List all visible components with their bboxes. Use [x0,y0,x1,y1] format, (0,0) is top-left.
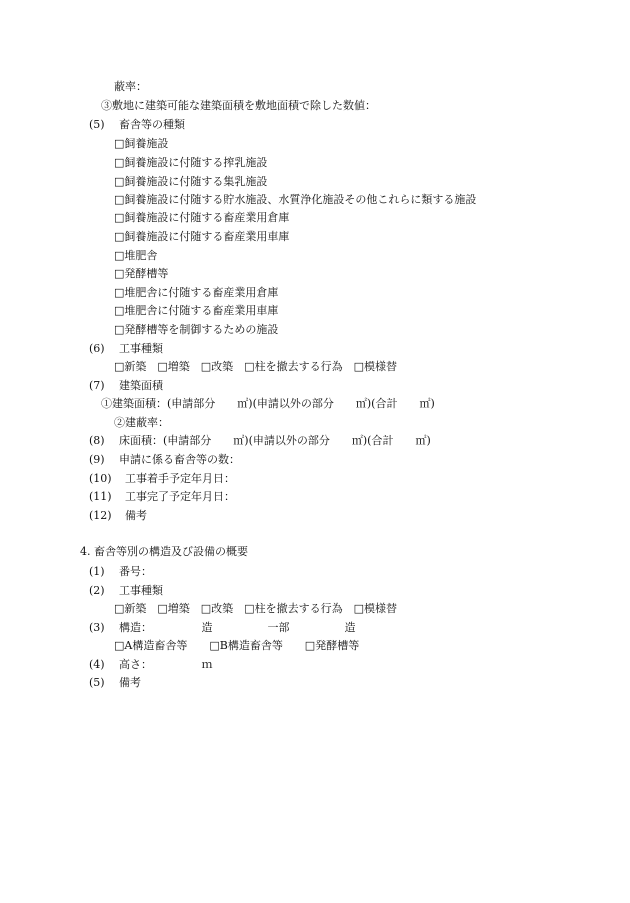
item-title: 畜舎等の種類 [119,118,185,131]
section-7-heading [89,378,163,394]
checkbox-option[interactable]: □堆肥舎に付随する畜産業用倉庫 [114,286,279,299]
item-text: 備考 [125,509,147,522]
item-text: 申請に係る畜舎等の数： [119,453,240,466]
item-number: (5) [89,676,105,689]
checkbox-option[interactable]: □飼養施設に付随する搾乳施設 [114,156,268,169]
construction-type-options[interactable]: □新築 □増築 □改築 □柱を撤去する行為 □模様替 [114,360,397,373]
section-11-end-date [89,489,235,505]
item-title: 工事種類 [119,342,163,355]
construction-type-options[interactable]: □新築 □増築 □改築 □柱を撤去する行為 □模様替 [114,602,397,615]
item-number: (8) [89,434,105,447]
checkbox-option[interactable]: □発酵槽等を制御するための施設 [114,323,279,336]
item-text: 工事着手予定年月日： [125,472,235,485]
checkbox-option[interactable]: □飼養施設 [114,137,169,150]
item-number: (4) [89,658,105,671]
checkbox-option[interactable]: □堆肥舎に付随する畜産業用車庫 [114,304,279,317]
sub-3-structure [89,620,356,636]
item-text: 番号： [119,565,152,578]
item-number: (12) [89,509,112,522]
sub-1-number [89,564,152,580]
structure-type-options[interactable]: □A構造畜舎等 □B構造畜舎等 □発酵槽等 [114,639,360,652]
item-text: 工事完了予定年月日： [125,490,235,503]
checkbox-option[interactable]: □堆肥舎 [114,249,158,262]
building-area-line: ①建築面積：(申請部分 ㎡)(申請以外の部分 ㎡)(合計 ㎡) [101,397,435,410]
item-text: 床面積：(申請部分 ㎡)(申請以外の部分 ㎡)(合計 ㎡) [119,434,431,447]
checkbox-option[interactable]: □飼養施設に付随する集乳施設 [114,175,268,188]
item-number: (7) [89,379,105,392]
item-number: (10) [89,472,112,485]
section-6-heading [89,341,163,357]
section-12-remarks [89,508,147,524]
checkbox-option[interactable]: □飼養施設に付随する貯水施設、水質浄化施設その他これらに類する施設 [114,193,477,206]
coverage-ratio-label: 蔽率： [114,80,147,93]
heading-4: 4. 畜舎等別の構造及び設備の概要 [80,545,248,558]
item-number: (9) [89,453,105,466]
item-text: 高さ： ｍ [119,658,213,671]
section-10-start-date [89,471,235,487]
item-number: (5) [89,118,105,131]
coverage-ratio-line: ②建蔽率： [114,416,169,429]
item-title: 工事種類 [119,584,163,597]
checkbox-option[interactable]: □飼養施設に付随する畜産業用倉庫 [114,211,290,224]
item-number: (6) [89,342,105,355]
section-9-count [89,452,240,468]
checkbox-option[interactable]: □飼養施設に付随する畜産業用車庫 [114,230,290,243]
sub-5-remarks [89,675,141,691]
item-number: (11) [89,490,112,503]
coverage-calc-line: ③敷地に建築可能な建築面積を敷地面積で除した数値： [101,99,376,112]
checkbox-option[interactable]: □発酵槽等 [114,267,169,280]
item-text: 構造： 造 一部 造 [119,621,356,634]
item-number: (1) [89,565,105,578]
sub-4-height [89,657,213,673]
item-number: (3) [89,621,105,634]
section-5-heading [89,117,185,133]
item-title: 建築面積 [119,379,163,392]
section-8-floor-area [89,433,431,449]
item-text: 備考 [119,676,141,689]
item-number: (2) [89,584,105,597]
sub-2-construction-type [89,583,163,599]
